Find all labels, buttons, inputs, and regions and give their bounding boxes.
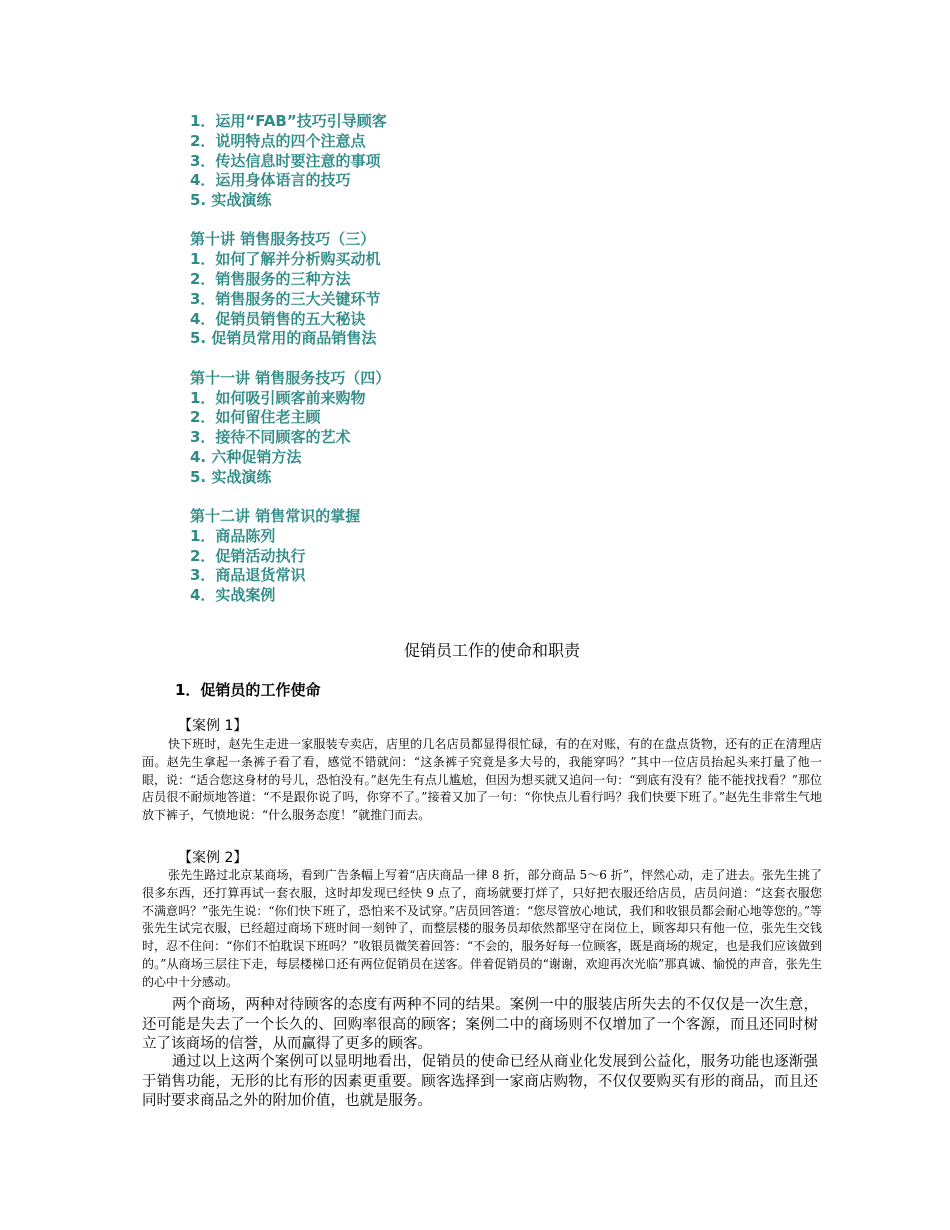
outline-item: 2．说明特点的四个注意点 [190,131,366,150]
outline-item: 2．促销活动执行 [190,546,306,565]
outline-item: 3．商品退货常识 [190,566,306,585]
outline-item: 3．接待不同顾客的艺术 [190,428,351,447]
outline-item: 5. 实战演练 [190,191,272,210]
outline-item: 2．销售服务的三种方法 [190,270,351,289]
outline-item: 5. 实战演练 [190,467,272,486]
lecture-heading: 第十讲 销售服务技巧（三） [190,230,376,249]
lecture-heading: 第十一讲 销售服务技巧（四） [190,368,391,387]
paragraph-comparison: 两个商场，两种对待顾客的态度有两种不同的结果。案例一中的服装店所失去的不仅仅是一次生意，还可能是失去了一个长久的、回购率很高的顾客；案例二中的商场则不仅增加了一个客源，而且还同时树立了该商场的信誉，从而赢得了更多的顾客。 [142,997,818,1052]
outline-item: 1．运用“FAB”技巧引导顾客 [190,112,387,130]
outline-item: 2．如何留住老主顾 [190,408,321,427]
case-2-text: 张先生路过北京某商场，看到广告条幅上写着“店庆商品一律 8 折，部分商品 5～6 折”，怦然心动，走了进去。张先生挑了很多东西，还打算再试一套衣服，这时却发现已经快 9 点了，商场就要打烊了，只好把衣服还给店员，店员问道：“这套衣服您不满意吗？”张先生说：“你们快下班了，恐怕来不及试穿。”店员回答道：“您尽管放心地试，我们和收银员都会耐心地等您的。”等张先生试完衣服，已经超过商场下班时间一刻钟了，而整层楼的服务员却依然都坚守在岗位上，顾客却只有他一位，张先生交钱时，忍不住问：“你们不怕耽误下班吗？”收银员微笑着回答：“不会的，服务好每一位顾客，既是商场的规定，也是我们应该做到的。”从商场三层往下走，每层楼梯口还有两位促销员在送客。伴着促销员的“谢谢，欢迎再次光临”那真诚、愉悦的声音，张先生的心中十分感动。 [142,868,822,989]
section-subtitle: 1．促销员的工作使命 [175,681,321,699]
outline-group-3 [190,369,690,488]
outline-item: 3．销售服务的三大关键环节 [190,289,381,308]
outline-item: 1．如何吸引顾客前来购物 [190,388,366,407]
outline-item: 1．商品陈列 [190,526,276,545]
section-title: 促销员工作的使命和职责 [403,641,580,660]
case-1-label: 【案例 1】 [178,718,248,734]
outline-group-1 [190,112,690,211]
case-2-label: 【案例 2】 [178,850,248,866]
lecture-heading: 第十二讲 销售常识的掌握 [190,507,361,526]
course-outline [190,112,690,626]
case-1-text: 快下班时，赵先生走进一家服装专卖店，店里的几名店员都显得很忙碌，有的在对账，有的在盘点货物，还有的正在清理店面。赵先生拿起一条裤子看了看，感觉不错就问：“这条裤子究竟是多大号的，我能穿吗？”其中一位店员抬起头来打量了他一眼，说：“适合您这身材的号儿，恐怕没有。”赵先生有点儿尴尬，但因为想买就又追问一句：“到底有没有？能不能找找看？”那位店员很不耐烦地答道：“不是跟你说了吗，你穿不了。”接着又加了一句：“你快点儿看行吗？我们快要下班了。”赵先生非常生气地放下裤子，气愤地说：“什么服务态度！”就推门而去。 [142,737,822,823]
outline-item: 3．传达信息时要注意的事项 [190,151,381,170]
outline-item: 4. 六种促销方法 [190,447,302,466]
outline-item: 1．如何了解并分析购买动机 [190,250,381,269]
outline-group-4 [190,507,690,606]
outline-item: 5. 促销员常用的商品销售法 [190,329,377,348]
outline-item: 4．促销员销售的五大秘诀 [190,309,366,328]
outline-item: 4．实战案例 [190,586,276,605]
paragraph-conclusion: 通过以上这两个案例可以显明地看出，促销员的使命已经从商业化发展到公益化，服务功能也逐渐强于销售功能，无形的比有形的因素更重要。顾客选择到一家商店购物，不仅仅要购买有形的商品，而且还同时要求商品之外的附加价值，也就是服务。 [142,1054,818,1109]
outline-item: 4．运用身体语言的技巧 [190,171,351,190]
outline-group-2 [190,230,690,349]
